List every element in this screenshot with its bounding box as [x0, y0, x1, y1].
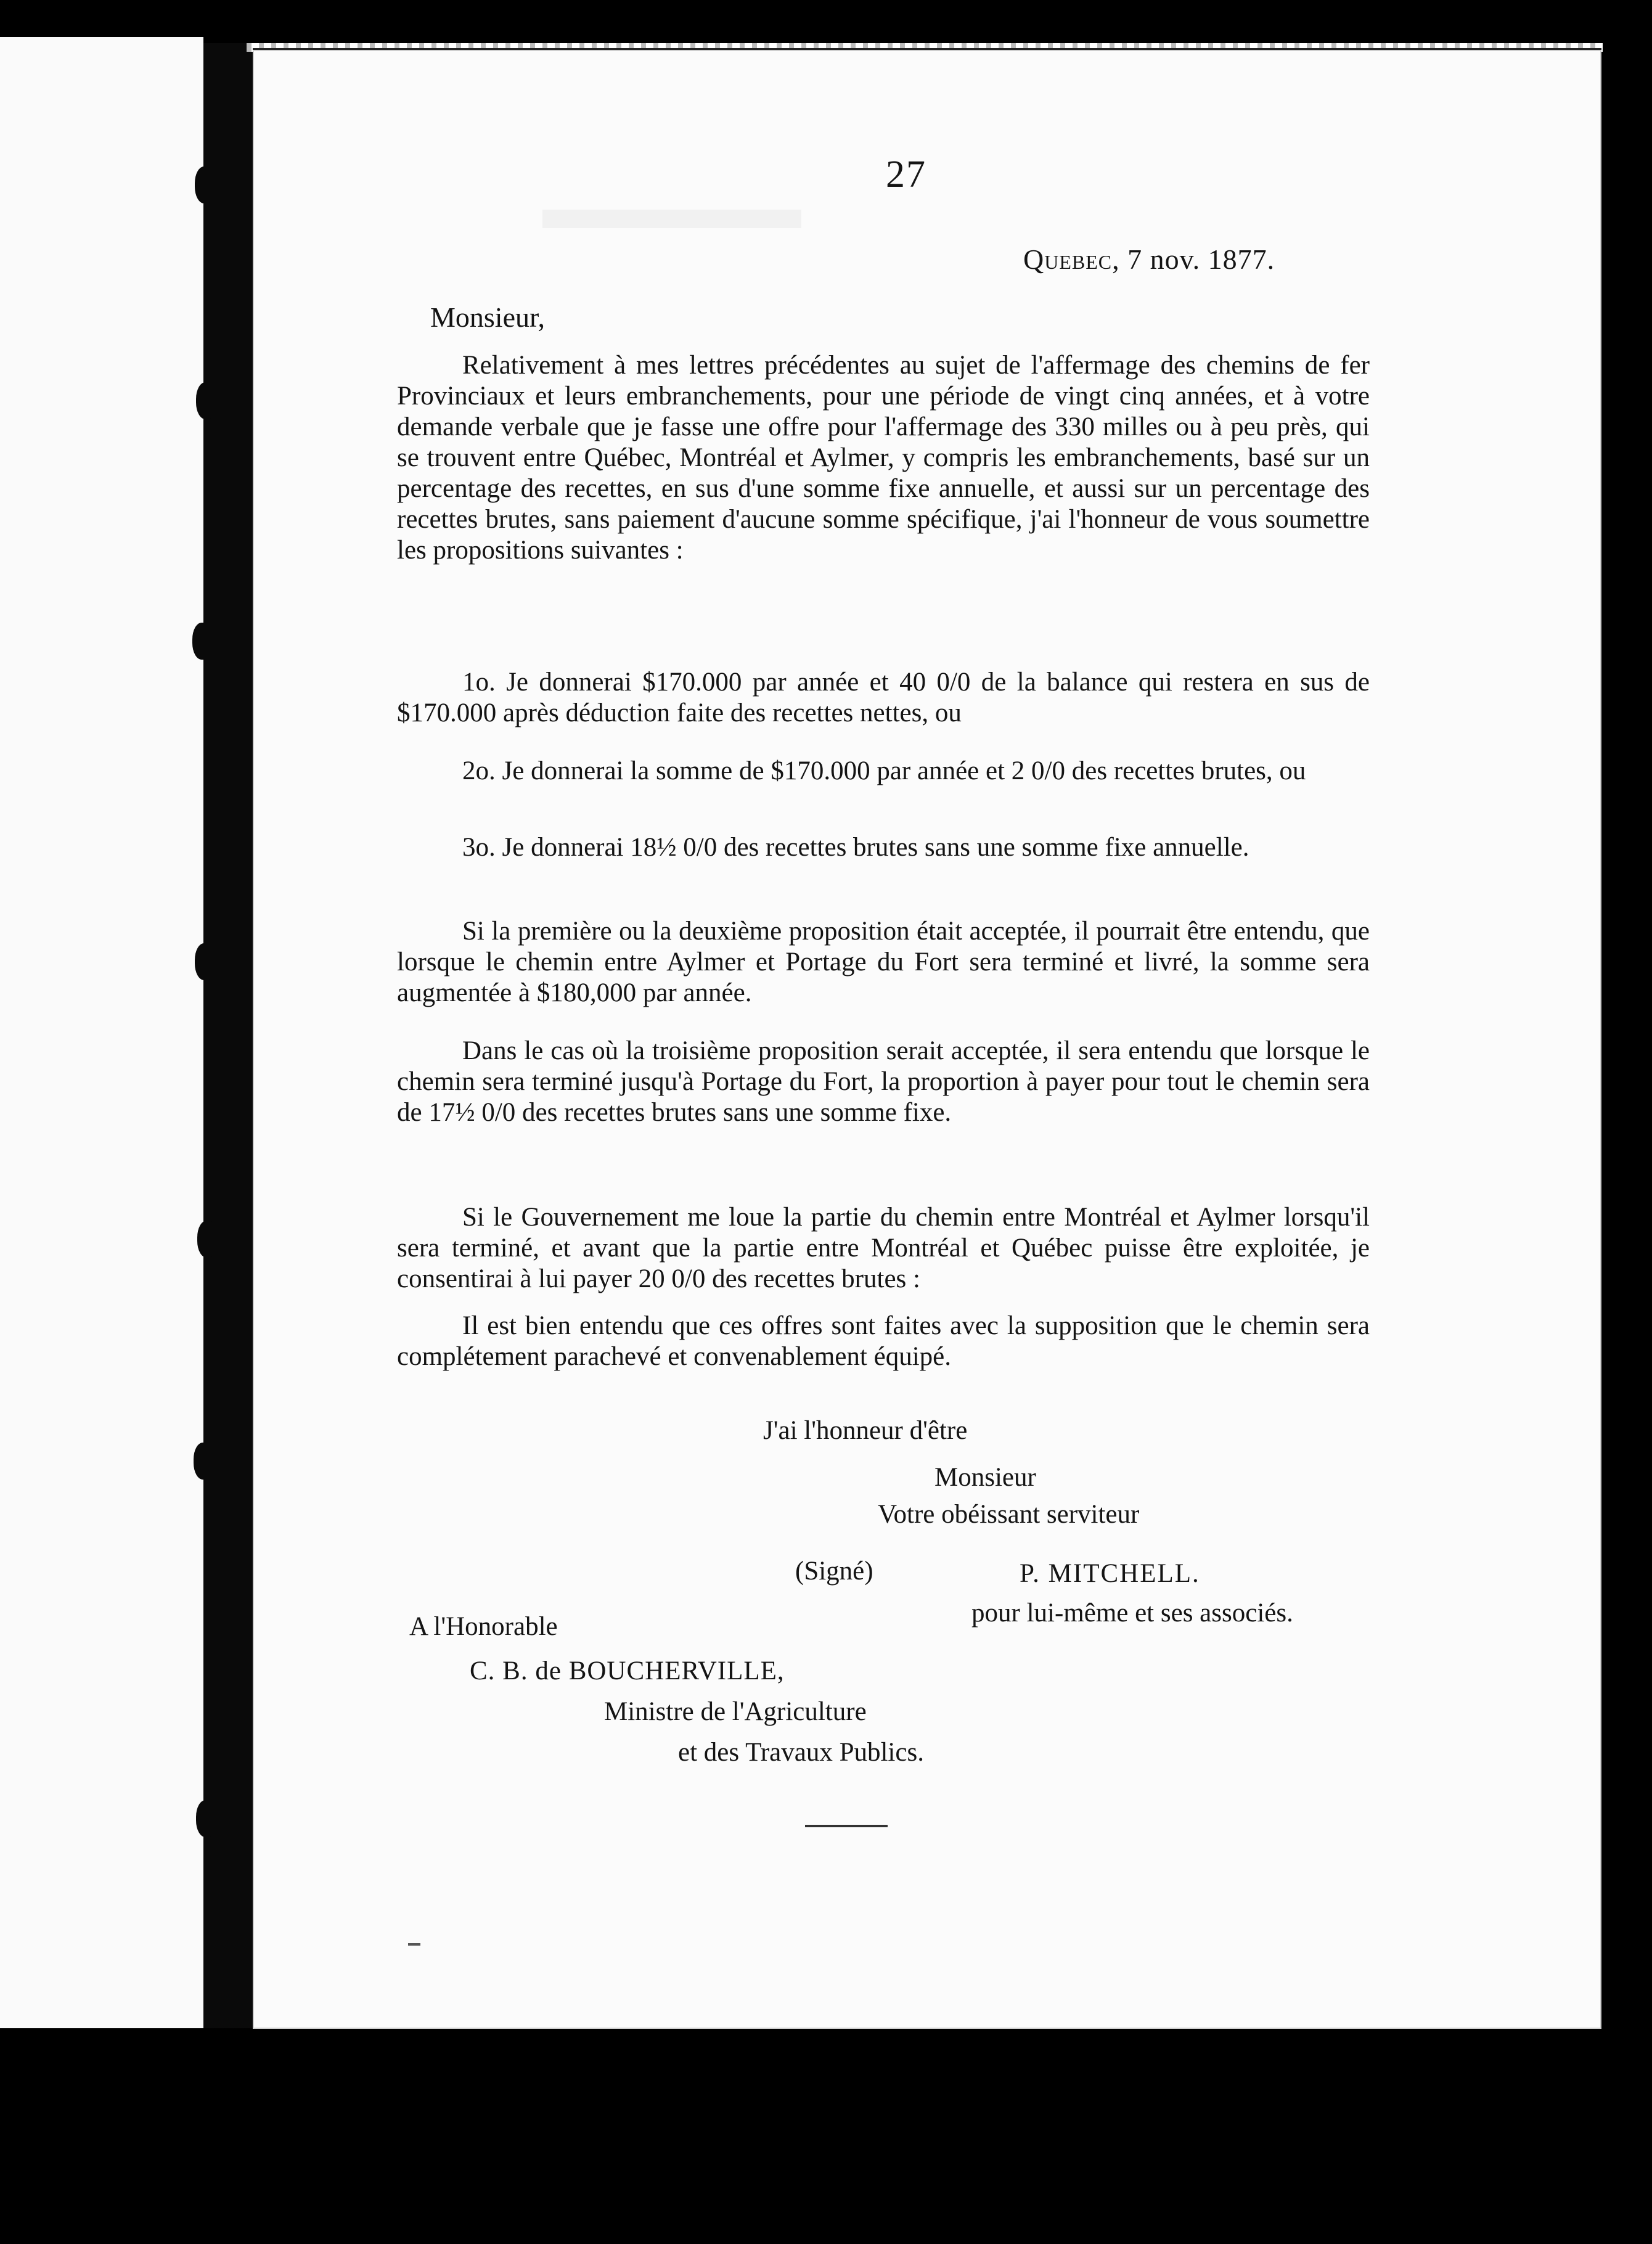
previous-page-edge — [0, 37, 203, 2028]
date-text: , 7 nov. 1877. — [1112, 244, 1275, 275]
salutation: Monsieur, — [430, 301, 545, 333]
book-spine — [203, 43, 253, 2028]
spine-tear — [196, 382, 217, 419]
paragraph-intro — [397, 350, 1370, 566]
page-number: 27 — [886, 154, 926, 195]
closing-line: J'ai l'honneur d'être — [763, 1416, 968, 1445]
closing-line: Monsieur — [934, 1463, 1036, 1492]
addressee-line: A l'Honorable — [409, 1612, 558, 1641]
paragraph-text: Il est bien entendu que ces offres sont faites avec la supposition que le chemin sera complétement parachevé et convenablement équipé. — [397, 1311, 1370, 1371]
signer-note: pour lui-même et ses associés. — [971, 1599, 1293, 1628]
spine-tear — [192, 623, 213, 660]
paragraph-lease-offer — [397, 1202, 1370, 1295]
paragraph-text: Si le Gouvernement me loue la partie du chemin entre Montréal et Aylmer lorsqu'il sera terminé, et avant que la partie entre Montréal et Québec puisse être exploitée, je consentirai à lui payer 20 0/0 des recettes brutes : — [397, 1203, 1370, 1293]
closing-line: Votre obéissant serviteur — [878, 1500, 1140, 1529]
spine-tear — [195, 943, 216, 980]
signer-name: P. MITCHELL. — [1020, 1559, 1200, 1588]
paragraph-proposal-2 — [397, 756, 1370, 787]
spine-tear — [194, 1443, 215, 1480]
paragraph-text: Dans le cas où la troisième proposition serait acceptée, il sera entendu que lorsque le chemin sera terminé jusqu'à Portage du Fort, la proportion à payer pour tout le chemin sera de 17½ 0/0 des recettes brutes sans une somme fixe. — [397, 1036, 1370, 1127]
date-city: Quebec — [1023, 244, 1113, 275]
spine-tear — [195, 166, 216, 203]
paragraph-proposal-1 — [397, 667, 1370, 729]
bleed-through-mark — [542, 210, 801, 228]
paragraph-text: 1o. Je donnerai $170.000 par année et 40 0/0 de la balance qui restera en sus de $170.000 après déduction faite des recettes nettes, ou — [397, 668, 1370, 727]
addressee-name: C. B. de BOUCHERVILLE, — [470, 1656, 785, 1685]
signed-label: (Signé) — [795, 1557, 873, 1586]
date-line — [1023, 243, 1275, 276]
end-rule — [805, 1825, 888, 1827]
paragraph-proposal-3 — [397, 832, 1370, 863]
paragraph-text: 3o. Je donnerai 18½ 0/0 des recettes brutes sans une somme fixe annuelle. — [462, 833, 1249, 862]
paragraph-text: 2o. Je donnerai la somme de $170.000 par année et 2 0/0 des recettes brutes, ou — [462, 756, 1306, 785]
paragraph-text: Si la première ou la deuxième proposition était acceptée, il pourrait être entendu, que lorsque le chemin entre Aylmer et Portage du Fort sera terminé et livré, la somme sera augmentée à $180,000 par année. — [397, 917, 1370, 1007]
addressee-title: Ministre de l'Agriculture — [604, 1697, 867, 1726]
scan-speck — [408, 1943, 420, 1946]
paragraph-text: Relativement à mes lettres précédentes au sujet de l'affermage des chemins de fer Provinciaux et leurs embranchements, pour une période de vingt cinq années, et à votre demande verbale que je fasse une offre pour l'affermage des 330 milles ou à peu près, qui se trouvent entre Québec, Montréal et Aylmer, y compris les embranchements, basé sur un percentage des recettes, en sus d'une somme fixe annuelle, et aussi sur un percentage des recettes brutes, sans paiement d'aucune somme spécifique, j'ai l'honneur de vous soumettre les propositions suivantes : — [397, 351, 1370, 565]
paragraph-condition-1 — [397, 916, 1370, 1009]
paragraph-condition-2 — [397, 1036, 1370, 1128]
spine-tear — [196, 1800, 217, 1837]
spine-tear — [197, 1221, 218, 1258]
paragraph-understanding — [397, 1311, 1370, 1372]
addressee-title: et des Travaux Publics. — [678, 1738, 924, 1767]
